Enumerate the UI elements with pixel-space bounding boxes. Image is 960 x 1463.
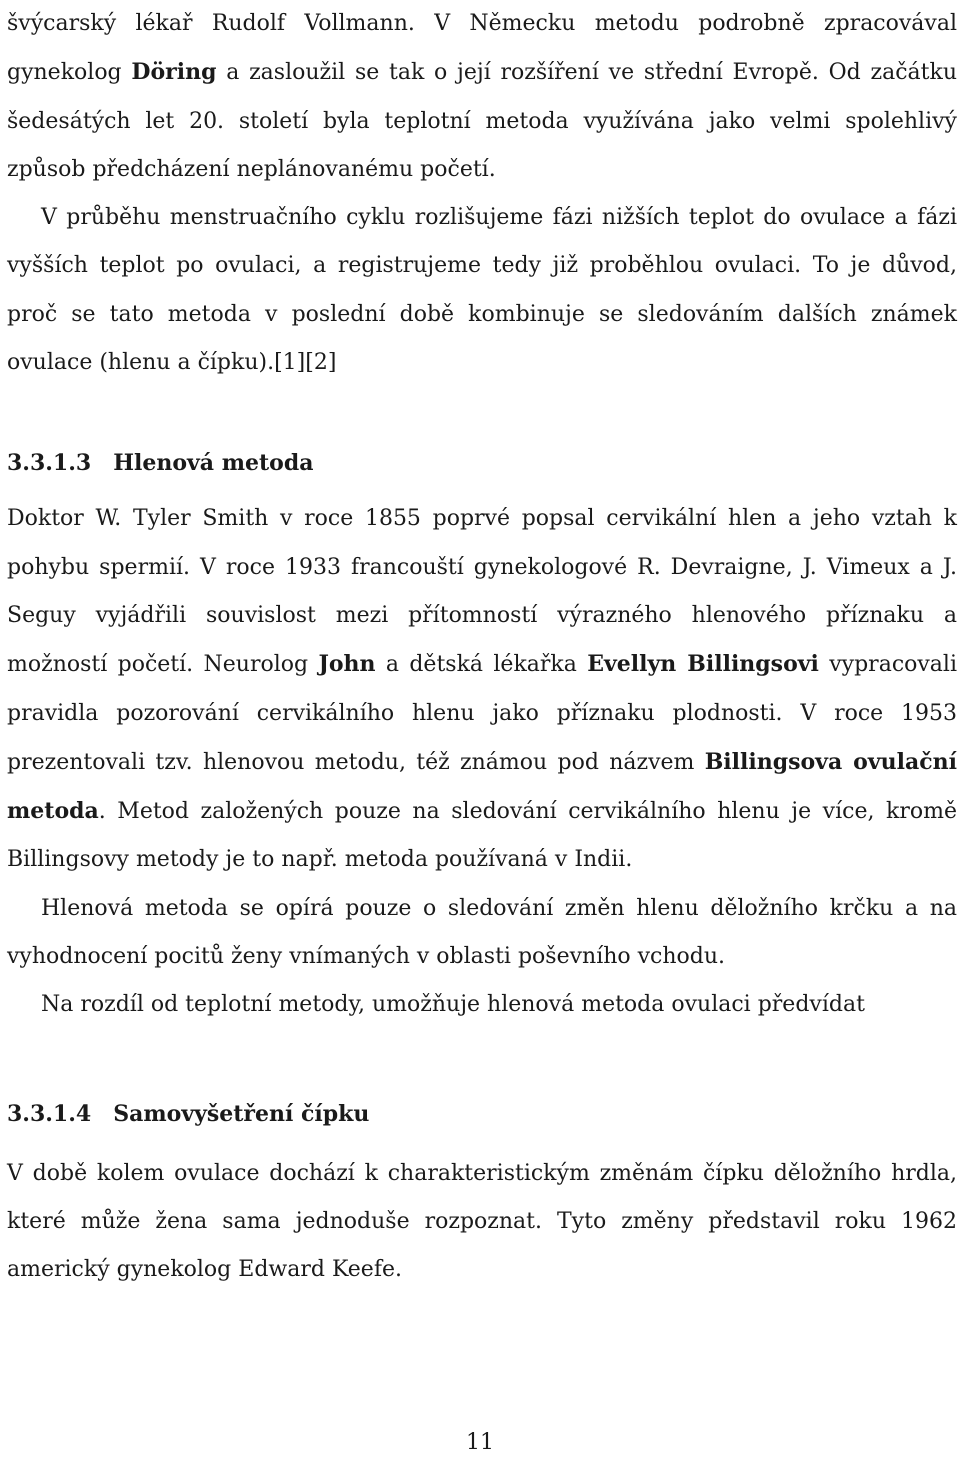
document-page (7, 0, 957, 1295)
paragraph-cipek: V době kolem ovulace dochází k charakteristickým změnám čípku děložního hrdla, které může žena sama jednoduše rozpoznat. Tyto změny představil roku 1962 americký gynekolog Edward Keefe. (7, 1160, 957, 1283)
section-heading-hlenova (7, 439, 957, 487)
paragraph-text: Doktor W. Tyler Smith v roce 1855 poprvé popsal cervikální hlen a jeho vztah k pohybu spermií. V roce 1933 francouští gynekologové R. Devraigne, J. Vimeux a J. Seguy vyjádřili souvislost mezi přítomností výrazného hlenového příznaku a možností početí. Neurolog (7, 506, 957, 678)
section-title: Hlenová metoda (113, 450, 314, 477)
paragraph-teplotni-continued (7, 0, 957, 194)
paragraph-hlen-history (7, 495, 957, 884)
paragraph-text: a zasloužil se tak o její rozšíření ve střední Evropě. Od začátku šedesátých let 20. století byla teplotní metoda využívána jako velmi spolehlivý způsob předcházení neplánovanému početí. (7, 60, 957, 182)
section-number: 3.3.1.4 (7, 1100, 92, 1127)
section-title: Samovyšetření čípku (113, 1100, 370, 1127)
paragraph-menstrual-cycle: V průběhu menstruačního cyklu rozlišujeme fázi nižších teplot do ovulace a fázi vyšších teplot po ovulaci, a registrujeme tedy již proběhlou ovulaci. To je důvod, proč se tato metoda v poslední době kombinuje se sledováním dalších známek ovulace (hlenu a čípku).[1][2] (7, 205, 957, 376)
paragraph-hlen-basis: Hlenová metoda se opírá pouze o sledování změn hlenu děložního krčku a na vyhodnocení pocitů ženy vnímaných v oblasti poševního vchodu. (7, 895, 957, 970)
term-billingsova-metoda: Billingsova ovulační metoda (7, 748, 957, 825)
paragraph-text: vypracovali pravidla pozorování cervikálního hlenu jako příznaku plodnosti. V roce 1953 prezentovali tzv. hlenovou metodu, též známou pod názvem (7, 652, 957, 775)
name-doring: Döring (131, 59, 217, 86)
paragraph-text: . Metod založených pouze na sledování cervikálního hlenu je více, kromě Billingsovy metody je to např. metoda používaná v Indii. (7, 799, 957, 873)
page-number: 11 (466, 1430, 494, 1455)
section-heading-samovysetreni (7, 1090, 957, 1138)
paragraph-text: švýcarský lékař Rudolf Vollmann. V Německu metodu podrobně zpracovával gynekolog (7, 11, 957, 86)
paragraph-text: a dětská lékařka (375, 652, 588, 678)
paragraph-hlen-predict: Na rozdíl od teplotní metody, umožňuje hlenová metoda ovulaci předvídat (41, 992, 865, 1018)
name-evellyn-billingsovi: Evellyn Billingsovi (587, 651, 819, 678)
name-john: John (318, 651, 376, 678)
section-number: 3.3.1.3 (7, 450, 92, 477)
